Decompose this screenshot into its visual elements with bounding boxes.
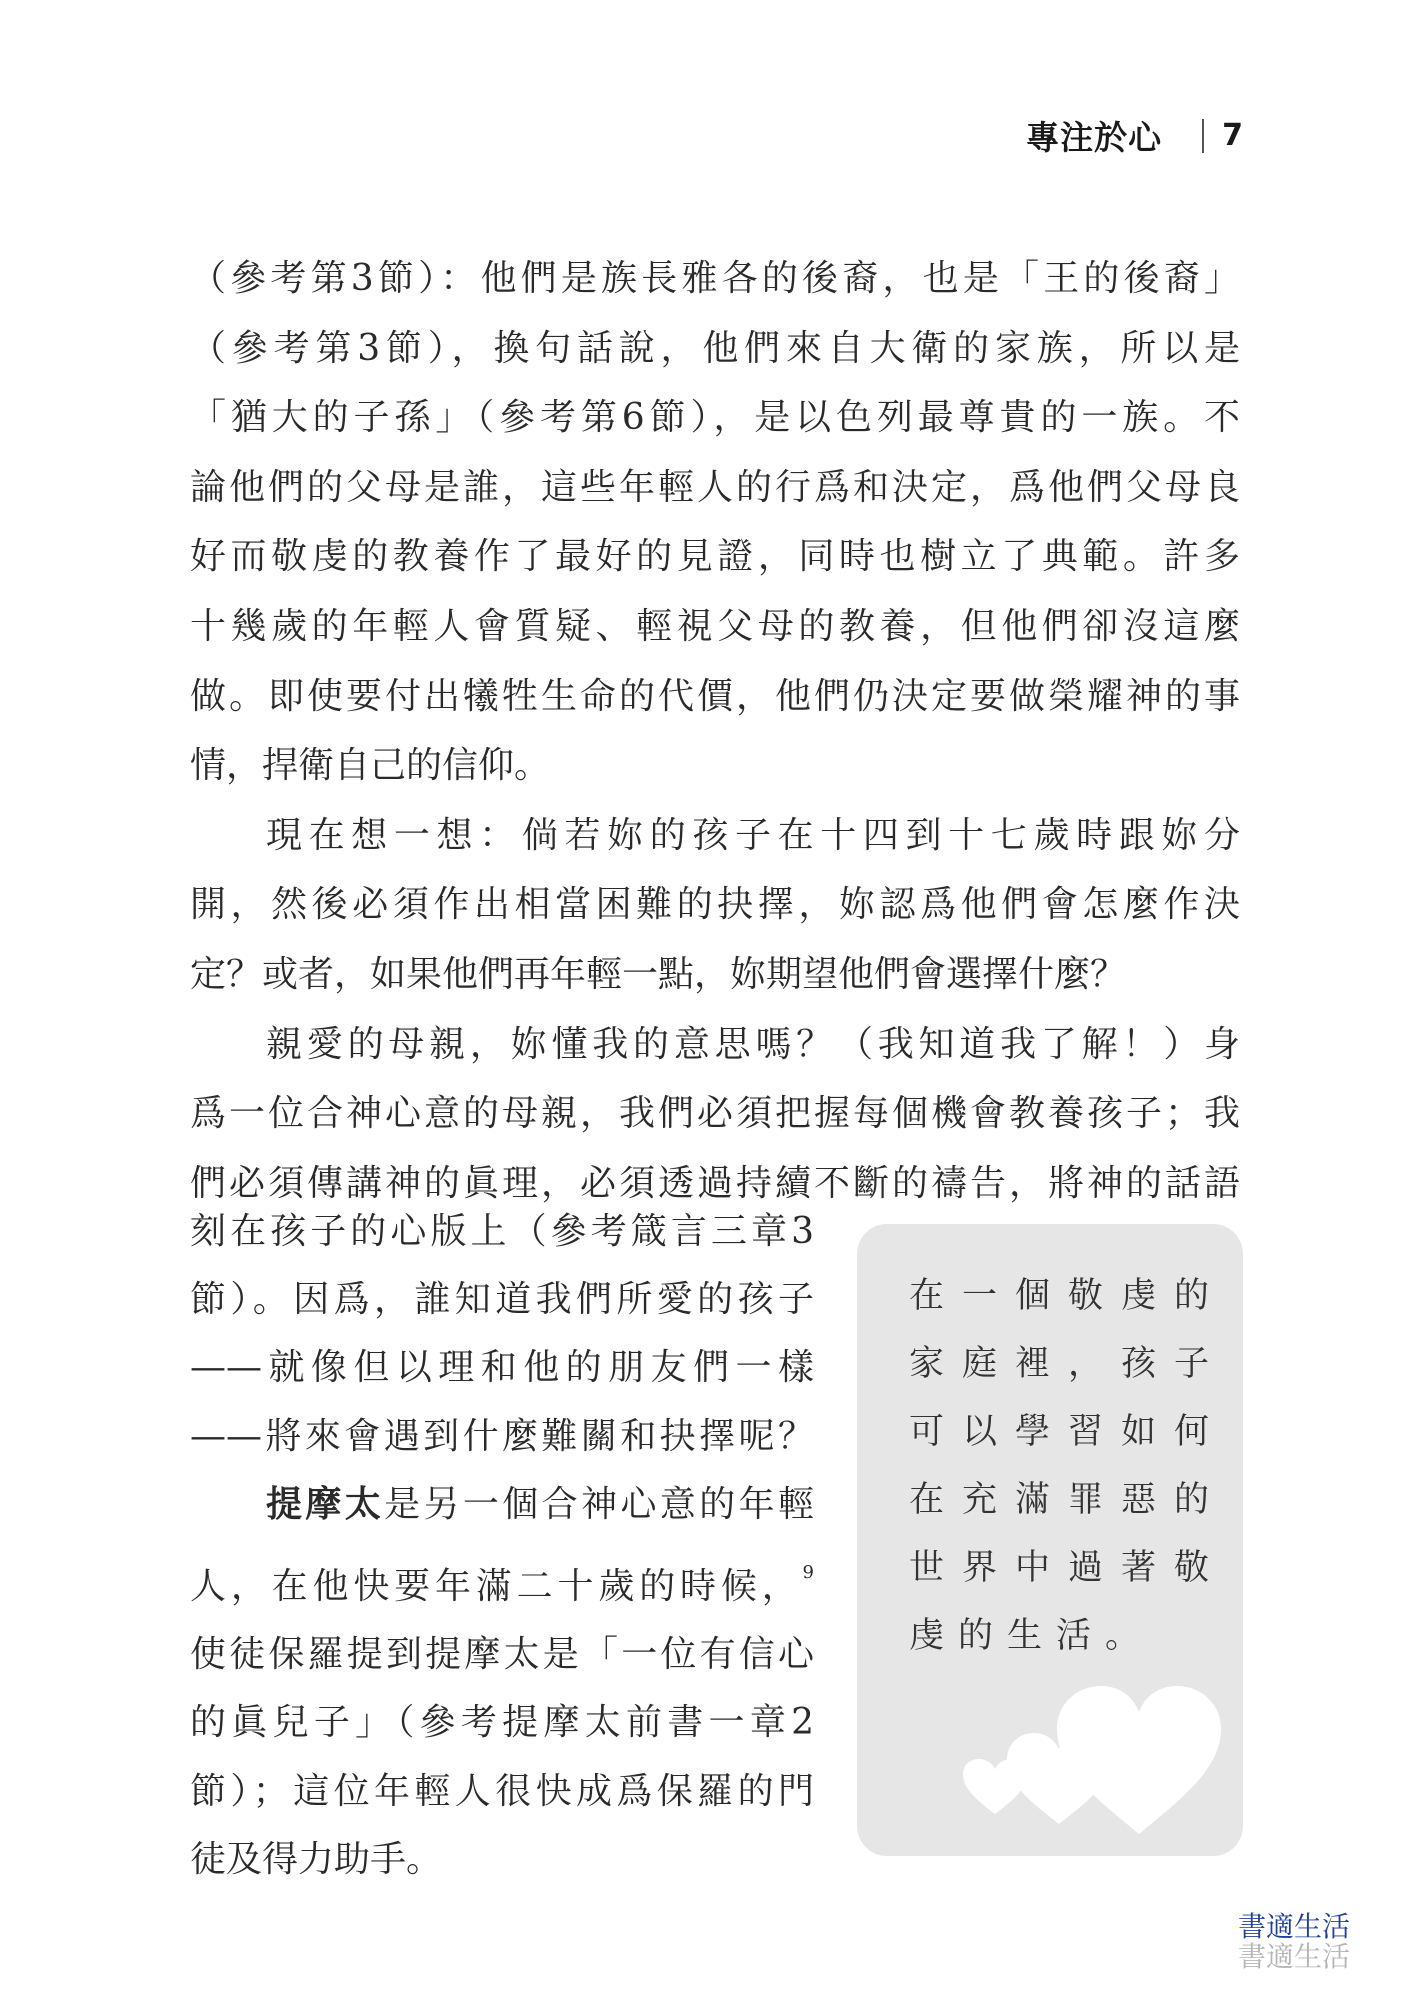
page-number: 7 [1222, 118, 1243, 153]
heart-small-icon [963, 1759, 1027, 1814]
paragraph [190, 1198, 814, 1471]
text-line: 定？或者，如果他們再年輕一點，妳期望他們會選擇什麼？ [190, 953, 1127, 995]
text-line: 「猶大的子孫」（參考第6節），是以色列最尊貴的一族。不 [190, 397, 1240, 439]
text-line [190, 1471, 814, 1539]
hearts-icon [857, 1224, 1243, 1856]
text-line: 爲一位合神心意的母親，我們必須把握每個機會教養孩子；我 [190, 1093, 1240, 1135]
main-text [190, 244, 1240, 1218]
footnote-marker: 9 [802, 1562, 814, 1584]
text-line: 親愛的母親，妳懂我的意思嗎？（我知道我了解！）身 [266, 1023, 1240, 1065]
quote-line: 家庭裡，孩子 [909, 1344, 1209, 1384]
watermark-line: 書適生活 [1237, 1910, 1350, 1943]
paragraph [190, 244, 1240, 801]
quote-line: 在一個敬虔的 [909, 1276, 1209, 1316]
text-run: 人，在他快要年滿二十歲的時候， [190, 1566, 803, 1608]
name-emphasis: 提摩太 [266, 1483, 385, 1525]
text-line: 論他們的父母是誰，這些年輕人的行爲和決定，爲他們父母良 [190, 466, 1240, 508]
paragraph [190, 801, 1240, 1010]
watermark-line: 書適生活 [1237, 1940, 1350, 1973]
text-line [190, 1539, 814, 1621]
pull-quote-box [857, 1224, 1243, 1856]
chapter-title: 專注於心 [1026, 118, 1163, 157]
text-line: 的眞兒子」（參考提摩太前書一章2 [190, 1702, 814, 1744]
text-line: 做。即使要付出犧牲生命的代價，他們仍決定要做榮耀神的事 [190, 675, 1240, 717]
text-line: 們必須傳講神的眞理，必須透過持續不斷的禱告，將神的話語 [190, 1162, 1240, 1204]
running-header [1026, 112, 1243, 159]
quote-line: 在充滿罪惡的 [909, 1480, 1209, 1520]
text-line: 情，捍衛自己的信仰。 [190, 745, 551, 787]
paragraph [190, 1010, 1240, 1219]
text-line: 徒及得力助手。 [190, 1838, 443, 1880]
quote-line: 世界中過著敬 [909, 1548, 1209, 1588]
text-line: ——將來會遇到什麼難關和抉擇呢？ [190, 1415, 814, 1457]
text-line: 節）；這位年輕人很快成爲保羅的門 [190, 1770, 814, 1812]
publisher-watermark [1238, 1912, 1350, 1972]
text-line: 使徒保羅提到提摩太是「一位有信心 [190, 1634, 814, 1676]
column-text [190, 1198, 814, 1894]
text-run: 是另一個合神心意的年輕 [384, 1483, 814, 1525]
text-line: 開，然後必須作出相當困難的抉擇，妳認爲他們會怎麼作決 [190, 884, 1240, 926]
text-line: （參考第3節）：他們是族長雅各的後裔，也是「王的後裔」 [190, 258, 1240, 299]
text-line: 好而敬虔的教養作了最好的見證，同時也樹立了典範。許多 [190, 536, 1240, 578]
text-line: 十幾歲的年輕人會質疑、輕視父母的教養，但他們卻沒這麼 [190, 605, 1240, 647]
text-line: 刻在孩子的心版上（參考箴言三章3 [190, 1211, 814, 1252]
header-divider [1202, 119, 1204, 153]
text-line: ——就像但以理和他的朋友們一樣 [190, 1347, 814, 1389]
text-line: 現在想一想：倘若妳的孩子在十四到十七歲時跟妳分 [266, 814, 1240, 856]
quote-line: 虔的生活。 [909, 1616, 1155, 1656]
paragraph [190, 1471, 814, 1894]
quote-line: 可以學習如何 [909, 1412, 1209, 1452]
text-line: （參考第3節），換句話說，他們來自大衛的家族，所以是 [190, 327, 1240, 369]
text-line: 節）。因爲，誰知道我們所愛的孩子 [190, 1279, 814, 1321]
